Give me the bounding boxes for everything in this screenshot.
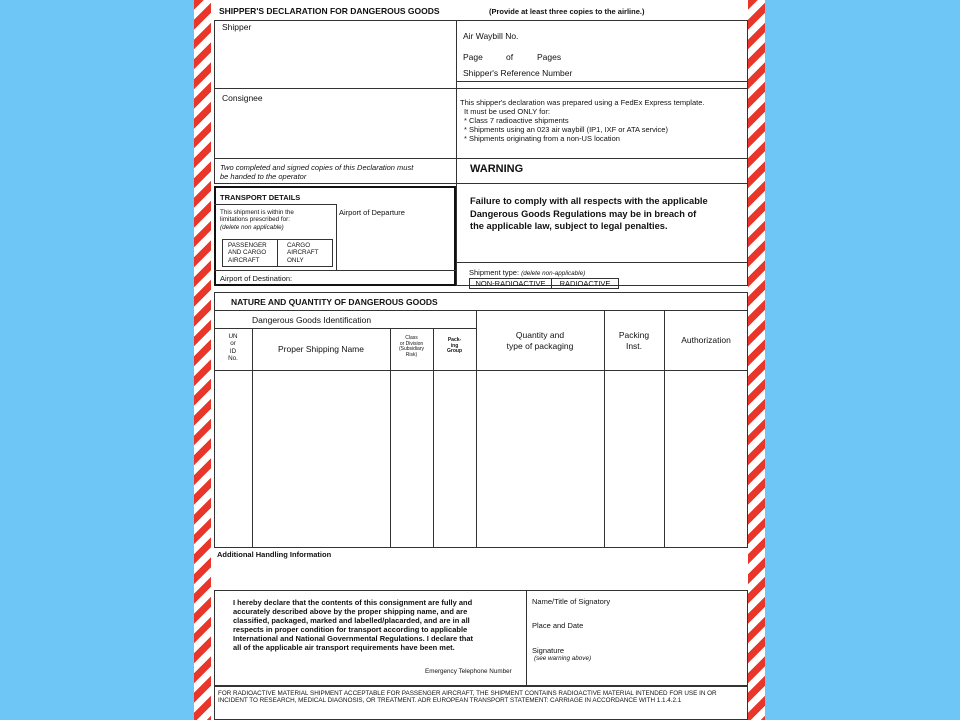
un-line-3: ID: [229, 347, 237, 355]
cargo-line-2: AIRCRAFT: [287, 249, 319, 257]
right-hazard-stripe: [748, 0, 765, 720]
un-line-1: UN: [228, 333, 238, 340]
consignee-label: Consignee: [222, 93, 263, 103]
transport-column-divider: [336, 204, 337, 270]
radioactive-option[interactable]: RADIOACTIVE: [551, 278, 619, 289]
template-line-2: It must be used ONLY for:: [464, 107, 551, 116]
destination-divider: [214, 270, 456, 271]
declaration-line-1: I hereby declare that the contents of this consignment are fully and: [233, 598, 473, 607]
emergency-telephone-label: Emergency Telephone Number: [425, 668, 512, 675]
authorization-header: Authorization: [681, 335, 731, 345]
warning-line-2: Dangerous Goods Regulations may be in breach of: [470, 208, 697, 219]
see-warning-note: (see warning above): [534, 655, 592, 662]
warning-text: [470, 195, 708, 233]
signatory-name-title-field[interactable]: [530, 607, 744, 619]
signed-copies-line-2: be handed to the operator: [220, 172, 307, 181]
class-line-2: or Division: [399, 340, 424, 347]
airport-of-departure-field[interactable]: [338, 220, 453, 268]
un-line-2: or: [230, 340, 236, 348]
transport-title-divider: [214, 204, 336, 205]
template-bullet-2: * Shipments using an 023 air waybill (IP1, IXF or ATA service): [464, 125, 668, 134]
cargo-aircraft-only-option[interactable]: [277, 239, 333, 267]
packing-inst-header: [604, 330, 664, 351]
shipper-consignee-divider: [214, 88, 748, 89]
signed-copies-line-1: Two completed and signed copies of this Declaration must: [220, 163, 414, 172]
pg-line-2: ing: [450, 342, 459, 349]
warning-title: WARNING: [470, 163, 524, 175]
place-date-label: Place and Date: [532, 621, 584, 630]
footer-statement-box: [214, 686, 748, 720]
pg-line-3: Group: [447, 348, 462, 355]
passenger-cargo-aircraft-option[interactable]: [222, 239, 278, 267]
pg-line-1: Pack-: [447, 337, 462, 343]
page-label: Page: [463, 52, 483, 62]
consignee-field[interactable]: [215, 104, 455, 157]
place-date-field[interactable]: [530, 631, 744, 643]
fedex-template-note: [460, 98, 750, 143]
template-bullet-1: * Class 7 radioactive shipments: [464, 116, 569, 125]
declaration-line-5: International and National Governmental Regulations. I declare that: [233, 634, 474, 643]
air-waybill-label: Air Waybill No.: [463, 31, 519, 41]
qty-line-2: type of packaging: [506, 340, 574, 351]
passenger-line-3: AIRCRAFT: [228, 256, 260, 264]
copies-note: (Provide at least three copies to the airline.): [489, 7, 645, 16]
identification-divider: [214, 328, 476, 329]
goods-entry-area[interactable]: [215, 371, 747, 547]
limitations-line-3: (delete non applicable): [220, 223, 284, 231]
declaration-line-4: respects in proper condition for transport according to applicable: [233, 625, 468, 634]
passenger-line-1: PASSENGER: [228, 242, 267, 249]
declaration-divider: [526, 590, 527, 686]
template-line-1: This shipper's declaration was prepared using a FedEx Express template.: [460, 98, 705, 107]
footer-line-2: INCIDENT TO RESEARCH, MEDICAL DIAGNOSIS, OR TREATMENT. ADR EUROPEAN TRANSPORT STATEMENT: CARRIAGE IN ACCORDANCE WITH 1.1.4.2.1: [218, 697, 682, 705]
signature-label: Signature: [532, 646, 565, 655]
shipment-type-label: [469, 268, 585, 277]
qty-line-1: Quantity and: [515, 330, 565, 340]
signed-copies-note: [220, 163, 413, 181]
limitations-note: [220, 209, 294, 231]
nature-title-divider: [214, 310, 748, 311]
warning-line-1: Failure to comply with all respects with the applicable: [470, 196, 708, 206]
warning-line-3: the applicable law, subject to legal penalties.: [470, 221, 668, 231]
cargo-line-1: CARGO: [287, 242, 311, 249]
quantity-packaging-header: [476, 330, 604, 351]
additional-handling-field[interactable]: [214, 560, 748, 588]
goods-identification-header: Dangerous Goods Identification: [252, 315, 372, 325]
pi-line-2: Inst.: [625, 340, 643, 351]
class-line-3: (Subsidiary: [398, 346, 424, 353]
passenger-line-2: AND CARGO: [228, 249, 267, 257]
cargo-line-3: ONLY: [287, 256, 304, 264]
proper-shipping-name-header: Proper Shipping Name: [278, 344, 364, 354]
limitations-line-1: This shipment is within the: [220, 209, 294, 216]
non-radioactive-option[interactable]: NON-RADIOACTIVE: [469, 278, 552, 289]
left-hazard-stripe: [194, 0, 211, 720]
un-line-4: No.: [228, 354, 238, 362]
signatory-name-title-label: Name/Title of Signatory: [532, 597, 611, 606]
packing-group-header: [433, 338, 476, 355]
shipment-type-text: Shipment type:: [469, 268, 520, 277]
declaration-line-3: classified, packaged, marked and labelled/placarded, and are in all: [233, 616, 470, 625]
signature-field[interactable]: [530, 664, 744, 682]
form-body: [214, 0, 748, 720]
airport-of-departure-label: Airport of Departure: [339, 208, 405, 217]
footer-line-1: FOR RADIOACTIVE MATERIAL SHIPMENT ACCEPTABLE FOR PASSENGER AIRCRAFT, THE SHIPMENT CONTAINS RADIOACTIVE MATERIAL INTENDED FOR USE IN OR: [218, 690, 717, 697]
un-id-header: [214, 333, 252, 362]
shipment-type-note: (delete non-applicable): [521, 270, 586, 277]
shipper-field[interactable]: [215, 34, 455, 87]
shipper-label: Shipper: [222, 22, 252, 32]
of-label: of: [506, 52, 514, 62]
transport-details-title: TRANSPORT DETAILS: [220, 193, 301, 202]
pages-label: Pages: [537, 52, 562, 62]
shipment-type-divider: [456, 262, 748, 263]
reference-divider: [456, 81, 748, 82]
class-division-header: [390, 336, 433, 358]
declaration-line-2: accurately described above by the proper shipping name, and are: [233, 607, 468, 616]
nature-quantity-title: NATURE AND QUANTITY OF DANGEROUS GOODS: [231, 297, 438, 307]
class-line-1: Class: [405, 335, 418, 341]
declaration-statement: [233, 598, 473, 652]
limitations-line-2: limitations prescribed for:: [220, 216, 290, 224]
top-section-divider: [456, 20, 457, 158]
declaration-form-page: [194, 0, 765, 720]
class-line-4: Risk): [405, 351, 418, 358]
template-bullet-3: * Shipments originating from a non-US location: [464, 134, 620, 143]
form-title: SHIPPER'S DECLARATION FOR DANGEROUS GOODS: [219, 6, 440, 16]
additional-handling-label: Additional Handling Information: [217, 550, 332, 559]
shipper-reference-label: Shipper's Reference Number: [463, 68, 573, 78]
declaration-line-6: all of the applicable air transport requirements have been met.: [233, 643, 455, 652]
airport-of-destination-label: Airport of Destination:: [220, 274, 293, 283]
pi-line-1: Packing: [618, 330, 650, 340]
